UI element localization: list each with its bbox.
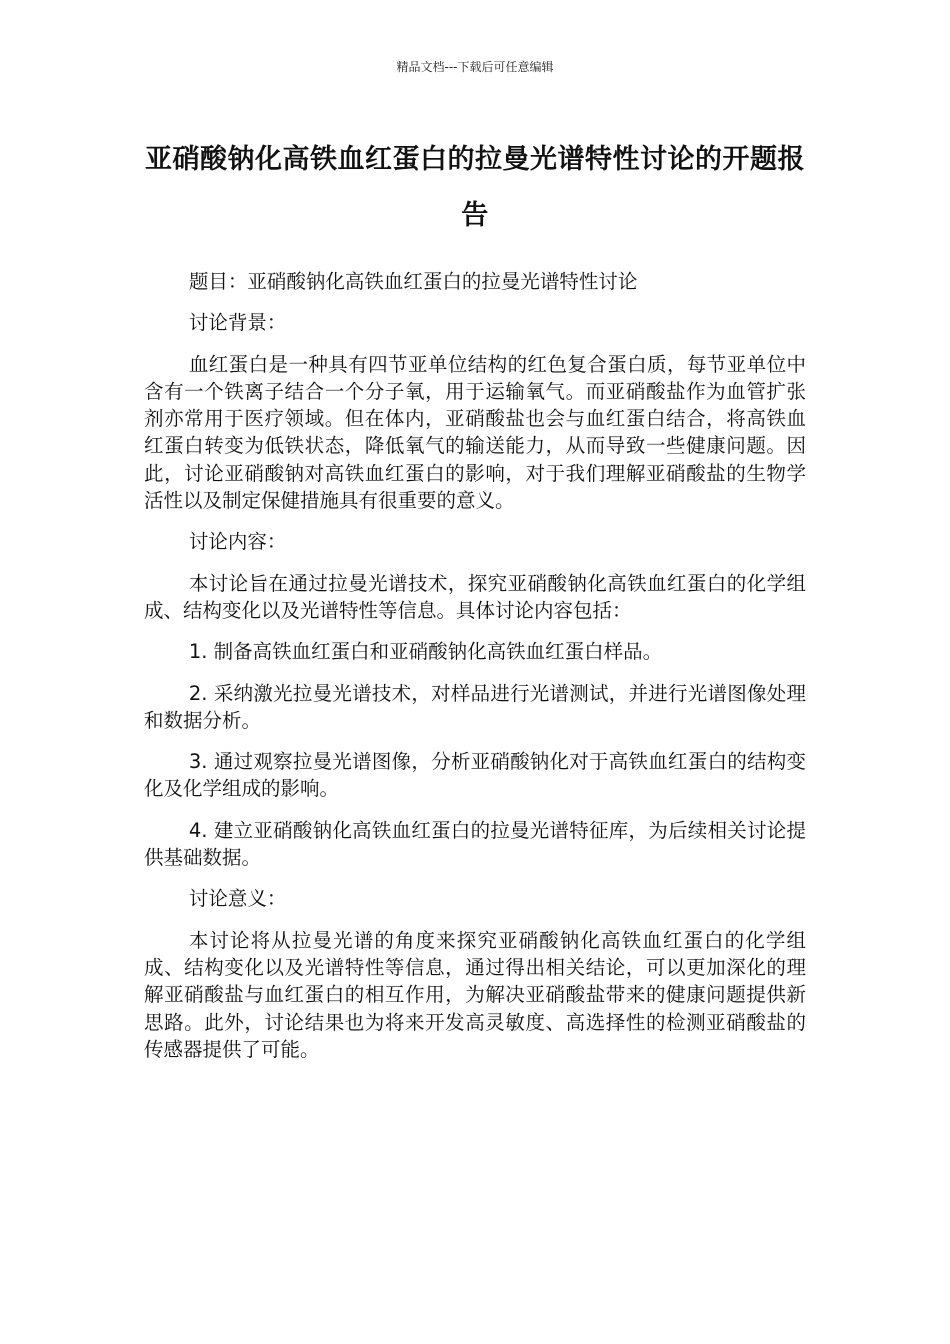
content-item-2: 2. 采纳激光拉曼光谱技术，对样品进行光谱测试，并进行光谱图像处理和数据分析。 [144,681,806,732]
significance-paragraph: 本讨论将从拉曼光谱的角度来探究亚硝酸钠化高铁血红蛋白的化学组成、结构变化以及光谱特性等信息，通过得出相关结论，可以更加深化的理解亚硝酸盐与血红蛋白的相互作用，为解决亚硝酸盐带来的健康问题提供新思路。此外，讨论结果也为将来开发高灵敏度、高选择性的检测亚硝酸盐的传感器提供了可能。 [144,928,806,1061]
topic-line: 题目：亚硝酸钠化高铁血红蛋白的拉曼光谱特性讨论 [188,270,638,293]
content-item-4: 4. 建立亚硝酸钠化高铁血红蛋白的拉曼光谱特征库，为后续相关讨论提供基础数据。 [144,818,806,870]
document-title: 亚硝酸钠化高铁血红蛋白的拉曼光谱特性讨论的开题报告 [145,144,805,231]
background-paragraph: 血红蛋白是一种具有四节亚单位结构的红色复合蛋白质，每节亚单位中含有一个铁离子结合一个分子氧，用于运输氧气。而亚硝酸盐作为血管扩张剂亦常用于医疗领域。但在体内，亚硝酸盐也会与血红蛋白结合，将高铁血红蛋白转变为低铁状态，降低氧气的输送能力，从而导致一些健康问题。因此，讨论亚硝酸钠对高铁血红蛋白的影响，对于我们理解亚硝酸盐的生物学活性以及制定保健措施具有很重要的意义。 [144,352,806,513]
section-heading-background: 讨论背景： [188,311,287,335]
section-heading-content: 讨论内容： [188,530,287,554]
page-header: 精品文档---下载后可任意编辑 [396,60,554,74]
section-heading-significance: 讨论意义： [188,887,287,911]
content-intro-paragraph: 本讨论旨在通过拉曼光谱技术，探究亚硝酸钠化高铁血红蛋白的化学组成、结构变化以及光谱特性等信息。具体讨论内容包括： [144,571,806,622]
content-item-3: 3. 通过观察拉曼光谱图像，分析亚硝酸钠化对于高铁血红蛋白的结构变化及化学组成的影响。 [144,750,806,801]
content-item-1: 1. 制备高铁血红蛋白和亚硝酸钠化高铁血红蛋白样品。 [188,640,663,664]
document-body [144,268,806,1077]
